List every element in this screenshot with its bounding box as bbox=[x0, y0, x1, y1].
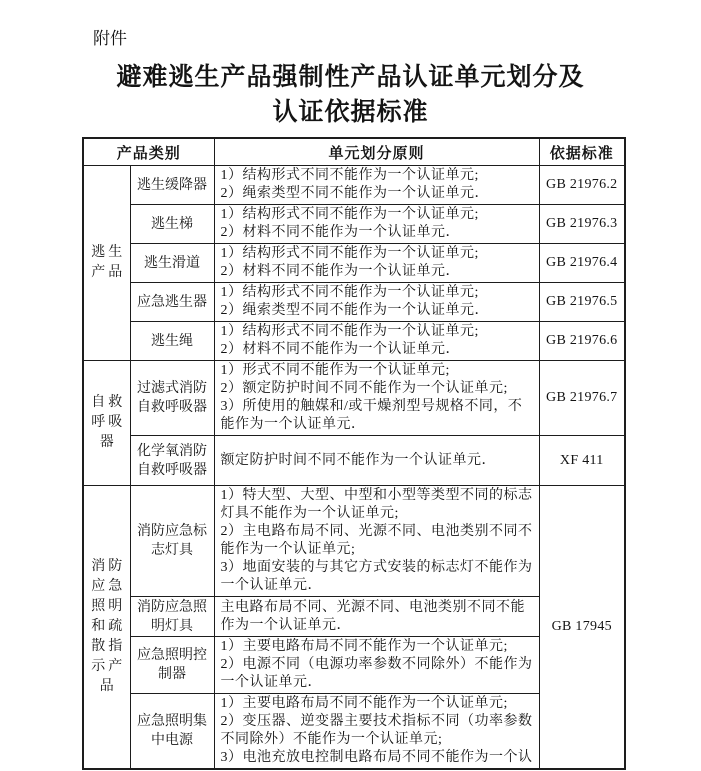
category-label-line: 散指 bbox=[91, 639, 126, 654]
principle-item: 2）主电路布局不同、光源不同、电池类别不同不能作为一个认证单元; bbox=[220, 524, 533, 557]
header-product-category: 产品类别 bbox=[83, 138, 214, 166]
principle-cell bbox=[214, 637, 539, 694]
product-name-line: 自救呼吸器 bbox=[137, 400, 207, 415]
attachment-label: 附件 bbox=[93, 29, 127, 48]
principle-item: 2）材料不同不能作为一个认证单元． bbox=[220, 225, 461, 240]
principle-item: 1）特大型、大型、中型和小型等类型不同的标志灯具不能作为一个认证单元; bbox=[220, 488, 533, 521]
product-name-line: 应急逃生器 bbox=[137, 294, 207, 310]
principle-item: 1）主要电路布局不同不能作为一个认证单元; bbox=[220, 639, 508, 654]
principle-item: 3）地面安装的与其它方式安装的标志灯不能作为一个认证单元． bbox=[220, 560, 533, 593]
principle-item: 1）形式不同不能作为一个认证单元; bbox=[220, 363, 450, 378]
principle-cell bbox=[214, 205, 539, 244]
product-name-line: 应急照明集 bbox=[137, 714, 207, 729]
principle-cell bbox=[214, 244, 539, 283]
product-name-line: 逃生滑道 bbox=[144, 255, 200, 271]
product-cell bbox=[130, 166, 214, 205]
product-name-line: 明灯具 bbox=[151, 618, 193, 634]
product-name-line: 消防应急照 bbox=[137, 599, 207, 615]
principle-item: 1）结构形式不同不能作为一个认证单元; bbox=[220, 285, 479, 300]
category-label-line: 示产 bbox=[91, 659, 126, 674]
product-name-line: 自救呼吸器 bbox=[137, 462, 207, 478]
category-cell bbox=[83, 166, 130, 361]
standard-cell: GB 21976.6 bbox=[539, 322, 625, 361]
standard-cell: GB 17945 bbox=[539, 486, 625, 770]
principle-item: 1）结构形式不同不能作为一个认证单元; bbox=[220, 324, 479, 339]
principle-item: 2）变压器、逆变器主要技术指标不同（功率参数不同除外）不能作为一个认证单元; bbox=[220, 714, 533, 747]
principle-item: 2）绳索类型不同不能作为一个认证单元． bbox=[220, 186, 490, 201]
product-cell bbox=[130, 486, 214, 597]
table-row bbox=[83, 166, 625, 205]
product-name-line: 过滤式消防 bbox=[137, 381, 207, 396]
principle-item: 2）绳索类型不同不能作为一个认证单元． bbox=[220, 303, 490, 318]
product-cell bbox=[130, 637, 214, 694]
table-row bbox=[83, 244, 625, 283]
product-name-line: 化学氧消防 bbox=[137, 443, 207, 459]
table-row bbox=[83, 205, 625, 244]
table-row bbox=[83, 322, 625, 361]
category-label-line: 自救 bbox=[91, 395, 126, 410]
category-cell bbox=[83, 486, 130, 770]
principle-cell bbox=[214, 283, 539, 322]
product-cell bbox=[130, 436, 214, 486]
category-label-line: 品 bbox=[99, 679, 117, 694]
principle-item: 1）结构形式不同不能作为一个认证单元; bbox=[220, 207, 479, 222]
product-name-line: 应急照明控 bbox=[137, 648, 207, 663]
header-unit-division-principle: 单元划分原则 bbox=[214, 138, 539, 166]
product-cell bbox=[130, 322, 214, 361]
standard-cell: XF 411 bbox=[539, 436, 625, 486]
category-label-line: 消防 bbox=[91, 559, 126, 574]
table-row bbox=[83, 283, 625, 322]
principle-cell bbox=[214, 597, 539, 637]
principle-item: 2）电源不同（电源功率参数不同除外）不能作为一个认证单元． bbox=[220, 657, 533, 690]
principle-cell bbox=[214, 694, 539, 770]
principle-cell bbox=[214, 322, 539, 361]
category-label-line: 和疏 bbox=[91, 619, 126, 634]
category-cell bbox=[83, 361, 130, 486]
principle-item: 额定防护时间不同不能作为一个认证单元． bbox=[220, 452, 497, 468]
principle-cell bbox=[214, 361, 539, 436]
principle-cell bbox=[214, 486, 539, 597]
product-cell bbox=[130, 244, 214, 283]
principle-item: 2）额定防护时间不同不能作为一个认证单元; bbox=[220, 381, 508, 396]
principle-item: 1）结构形式不同不能作为一个认证单元; bbox=[220, 168, 479, 183]
table-row bbox=[83, 436, 625, 486]
product-name-line: 消防应急标 bbox=[137, 524, 207, 539]
principle-item: 主电路布局不同、光源不同、电池类别不同不能作为一个认证单元． bbox=[220, 599, 526, 633]
product-name-line: 中电源 bbox=[151, 733, 193, 748]
category-label-line: 照明 bbox=[91, 599, 126, 614]
product-cell bbox=[130, 361, 214, 436]
principle-item: 3）电池充放电控制电路布局不同不能作为一个认 bbox=[220, 750, 533, 765]
standard-cell: GB 21976.4 bbox=[539, 244, 625, 283]
table-row bbox=[83, 486, 625, 597]
principle-item: 1）主要电路布局不同不能作为一个认证单元; bbox=[220, 696, 508, 711]
standard-cell: GB 21976.7 bbox=[539, 361, 625, 436]
certification-table bbox=[82, 137, 626, 770]
product-cell bbox=[130, 205, 214, 244]
header-basis-standard: 依据标准 bbox=[539, 138, 625, 166]
product-name-line: 逃生缓降器 bbox=[137, 177, 207, 193]
category-label-line: 呼吸 bbox=[91, 415, 126, 430]
principle-item: 3）所使用的触媒和/或干燥剂型号规格不同，不能作为一个认证单元． bbox=[220, 399, 523, 432]
category-label-line: 逃生 bbox=[91, 245, 126, 260]
page-title-line-1: 避难逃生产品强制性产品认证单元划分及 bbox=[116, 64, 585, 91]
table-row bbox=[83, 361, 625, 436]
product-name-line: 制器 bbox=[158, 667, 186, 682]
product-cell bbox=[130, 694, 214, 770]
product-name-line: 逃生梯 bbox=[151, 216, 193, 232]
product-cell bbox=[130, 283, 214, 322]
standard-cell: GB 21976.2 bbox=[539, 166, 625, 205]
category-label-line: 应急 bbox=[91, 579, 126, 594]
category-label-line: 器 bbox=[99, 435, 117, 450]
product-cell bbox=[130, 597, 214, 637]
product-name-line: 逃生绳 bbox=[151, 333, 193, 349]
principle-item: 2）材料不同不能作为一个认证单元． bbox=[220, 342, 461, 357]
standard-cell: GB 21976.3 bbox=[539, 205, 625, 244]
principle-item: 1）结构形式不同不能作为一个认证单元; bbox=[220, 246, 479, 261]
principle-cell bbox=[214, 166, 539, 205]
page-title-line-2: 认证依据标准 bbox=[272, 99, 429, 126]
table-header-row bbox=[83, 138, 625, 166]
principle-item: 2）材料不同不能作为一个认证单元． bbox=[220, 264, 461, 279]
category-label-line: 产品 bbox=[91, 265, 126, 280]
standard-cell: GB 21976.5 bbox=[539, 283, 625, 322]
principle-cell bbox=[214, 436, 539, 486]
page-title bbox=[0, 60, 701, 130]
product-name-line: 志灯具 bbox=[151, 543, 193, 558]
